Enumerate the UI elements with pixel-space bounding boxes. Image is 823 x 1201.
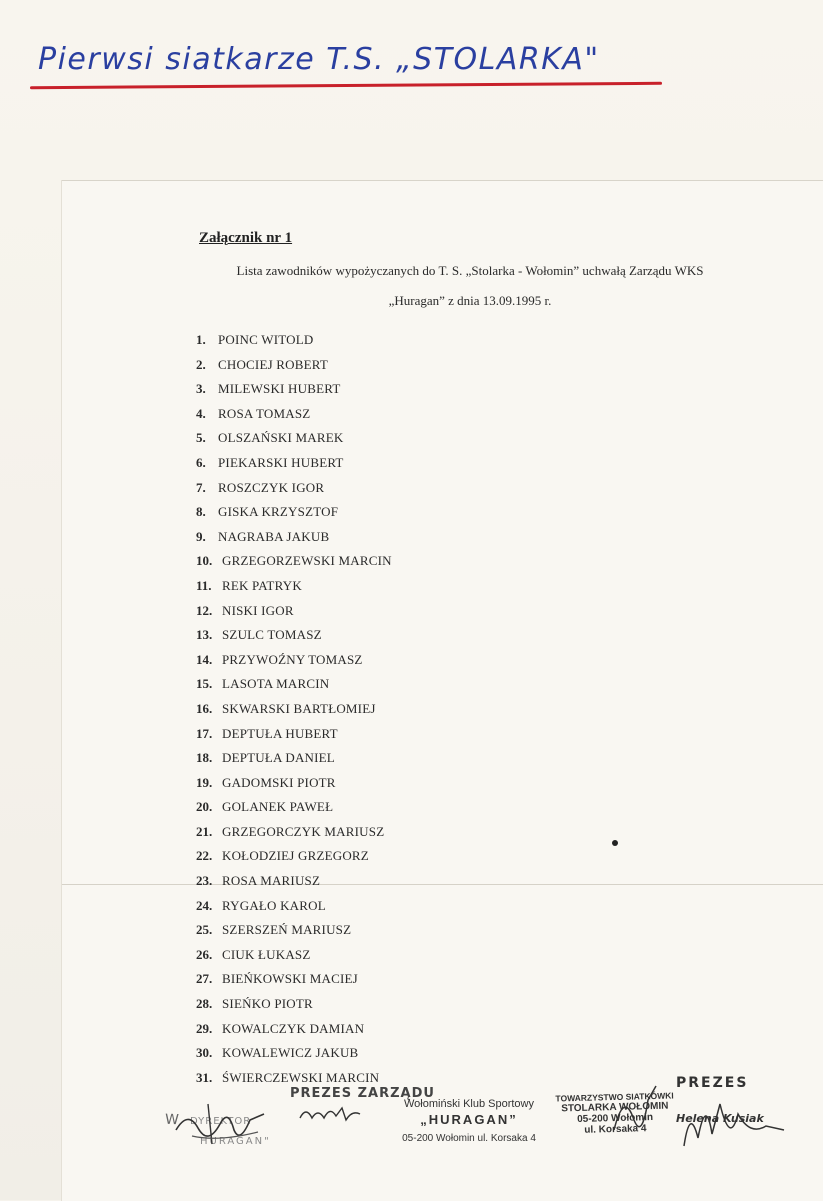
club-address: 05-200 Wołomin ul. Korsaka 4 [402, 1133, 536, 1144]
player-number: 22. [196, 848, 213, 864]
player-row [196, 918, 392, 943]
player-row [196, 525, 392, 550]
player-list [196, 328, 392, 1090]
player-name: BIEŃKOWSKI MACIEJ [222, 971, 358, 987]
player-number: 2. [196, 356, 206, 372]
player-row [196, 746, 392, 771]
player-number: 21. [196, 823, 213, 839]
player-row [196, 549, 392, 574]
player-row [196, 426, 392, 451]
description-line-2: „Huragan” z dnia 13.09.1995 r. [388, 293, 552, 308]
club-quoted-name: „HURAGAN” [420, 1112, 518, 1127]
player-number: 17. [196, 725, 213, 741]
player-row [196, 771, 392, 796]
director-stamp-title: DYREKTOR [190, 1116, 252, 1127]
player-row [196, 476, 392, 501]
description-line-1: Lista zawodników wypożyczanych do T. S. „Stolarka - Wołomin” uchwałą Zarządu WKS [236, 263, 704, 278]
player-name: REK PATRYK [222, 577, 302, 593]
director-signature [168, 1100, 278, 1150]
player-number: 25. [196, 922, 213, 938]
player-number: 6. [196, 454, 206, 470]
player-number: 20. [196, 799, 213, 815]
player-number: 24. [196, 897, 213, 913]
player-row [196, 1017, 392, 1042]
player-name: OLSZAŃSKI MAREK [218, 430, 344, 446]
player-name: SKWARSKI BARTŁOMIEJ [222, 700, 376, 716]
player-number: 11. [196, 577, 212, 593]
ink-speck [612, 840, 618, 846]
player-name: ROSZCZYK IGOR [218, 479, 325, 495]
player-name: GISKA KRZYSZTOF [218, 504, 339, 520]
player-name: NAGRABA JAKUB [218, 528, 330, 544]
player-number: 15. [196, 676, 213, 692]
player-name: CHOCIEJ ROBERT [218, 356, 328, 372]
player-row [196, 402, 392, 427]
player-name: DEPTUŁA HUBERT [222, 725, 338, 741]
player-row [196, 377, 392, 402]
player-name: ROSA TOMASZ [218, 405, 311, 421]
player-number: 23. [196, 873, 213, 889]
player-name: RYGAŁO KAROL [222, 897, 326, 913]
player-number: 8. [196, 504, 206, 520]
fold-line [62, 884, 823, 885]
player-number: 1. [196, 332, 206, 347]
player-number: 29. [196, 1020, 213, 1036]
player-row [196, 697, 392, 722]
player-name: GRZEGORZEWSKI MARCIN [222, 553, 392, 569]
player-name: LASOTA MARCIN [222, 676, 330, 692]
player-row [196, 943, 392, 968]
list-description [200, 256, 740, 316]
president-label: PREZES [676, 1075, 749, 1091]
player-name: PIEKARSKI HUBERT [218, 454, 344, 470]
player-name: SZERSZEŃ MARIUSZ [222, 922, 352, 938]
player-number: 10. [196, 553, 213, 569]
board-president-signature [296, 1100, 366, 1126]
player-row [196, 722, 392, 747]
society-stamp-line-3: 05-200 Wołomin [577, 1112, 654, 1125]
player-name: SZULC TOMASZ [222, 627, 322, 643]
player-row [196, 844, 392, 869]
player-name: KOWALEWICZ JAKUB [222, 1045, 359, 1061]
player-row [196, 795, 392, 820]
player-row [196, 574, 392, 599]
player-name: GOLANEK PAWEŁ [222, 799, 334, 815]
player-row [196, 1041, 392, 1066]
player-number: 4. [196, 405, 206, 421]
society-stamp-line-2: STOLARKA WOŁOMIN [561, 1100, 669, 1115]
attachment-sheet [62, 180, 823, 1201]
player-number: 30. [196, 1045, 213, 1061]
player-number: 27. [196, 971, 213, 987]
player-name: POINC WITOLD [218, 332, 314, 347]
player-name: MILEWSKI HUBERT [218, 381, 341, 397]
board-president-label: PREZES ZARZĄDU [290, 1086, 435, 1101]
president-name: Helena Kusiak [676, 1112, 764, 1125]
player-row [196, 500, 392, 525]
player-row [196, 894, 392, 919]
player-name: ŚWIERCZEWSKI MARCIN [222, 1069, 380, 1085]
club-stamp [372, 1098, 566, 1144]
player-number: 19. [196, 774, 213, 790]
player-name: NISKI IGOR [222, 602, 294, 618]
player-number: 16. [196, 700, 213, 716]
player-number: 13. [196, 627, 213, 643]
handwritten-title: Pierwsi siatkarze T.S. „STOLARKA" [38, 42, 600, 77]
player-row [196, 967, 392, 992]
director-stamp-sub: HURAGAN" [200, 1136, 271, 1147]
player-number: 3. [196, 381, 206, 397]
player-row [196, 328, 392, 353]
player-name: ROSA MARIUSZ [222, 873, 321, 889]
player-number: 5. [196, 430, 206, 446]
player-row [196, 623, 392, 648]
player-row [196, 599, 392, 624]
player-row [196, 869, 392, 894]
player-name: CIUK ŁUKASZ [222, 946, 311, 962]
society-stamp-line-1: TOWARZYSTWO SIATKÓWKI [555, 1090, 674, 1104]
player-row [196, 820, 392, 845]
player-number: 28. [196, 996, 213, 1012]
player-number: 12. [196, 602, 213, 618]
player-row [196, 353, 392, 378]
player-name: KOŁODZIEJ GRZEGORZ [222, 848, 369, 864]
club-name: Wołomiński Klub Sportowy [403, 1098, 534, 1110]
player-row [196, 451, 392, 476]
player-number: 26. [196, 946, 213, 962]
attachment-heading: Załącznik nr 1 [199, 230, 293, 246]
player-number: 31. [196, 1069, 213, 1085]
player-number: 9. [196, 528, 206, 544]
player-name: GRZEGORCZYK MARIUSZ [222, 823, 385, 839]
player-row [196, 992, 392, 1017]
player-number: 18. [196, 750, 213, 766]
director-stamp-letter: W [164, 1111, 183, 1129]
player-name: KOWALCZYK DAMIAN [222, 1020, 365, 1036]
player-number: 14. [196, 651, 213, 667]
player-row [196, 672, 392, 697]
society-signature [604, 1080, 664, 1140]
player-name: SIEŃKO PIOTR [222, 996, 313, 1012]
player-number: 7. [196, 479, 206, 495]
player-name: GADOMSKI PIOTR [222, 774, 336, 790]
president-signature [676, 1086, 796, 1156]
player-name: PRZYWOŹNY TOMASZ [222, 651, 363, 667]
society-stamp-line-4: ul. Korsaka 4 [584, 1123, 647, 1136]
player-row [196, 648, 392, 673]
player-name: DEPTUŁA DANIEL [222, 750, 335, 766]
